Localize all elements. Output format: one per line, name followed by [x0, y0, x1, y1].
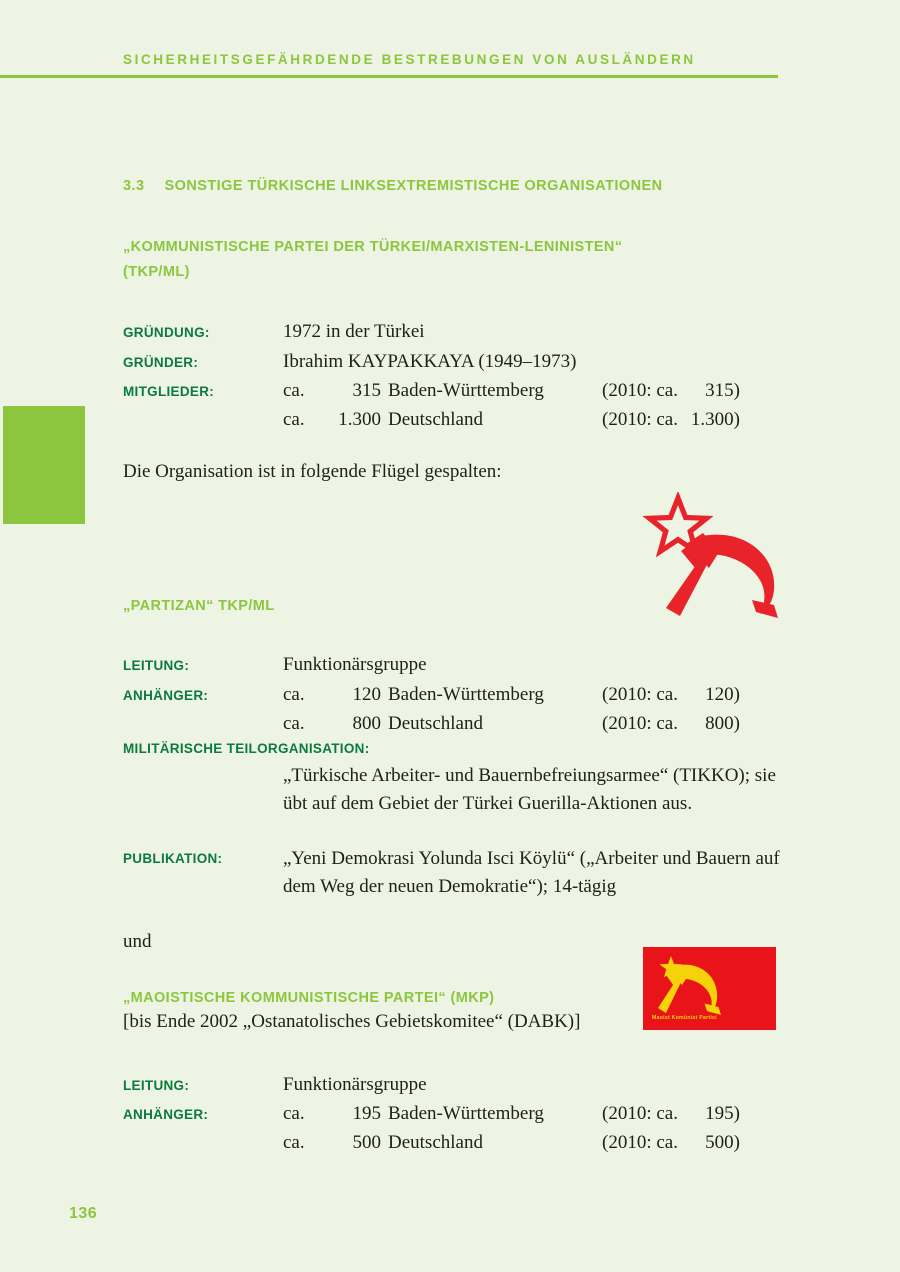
organisation-name-line2: (TKP/ML): [123, 264, 190, 280]
partizan-bw-count: 120: [352, 684, 381, 705]
mkp-bw-prev-open: (2010: ca.: [602, 1103, 678, 1124]
partizan-text-militaerisch: „Türkische Arbeiter- und Bauernbefreiungsarmee“ (TIKKO); sie übt auf dem Gebiet der Türkei Guerilla-Aktionen aus.: [283, 765, 776, 814]
mkp-followers-row-bw: [123, 1103, 740, 1125]
running-head: [0, 52, 778, 78]
fact-row-gruender: [123, 351, 793, 373]
mkp-bw-count: 195: [352, 1103, 381, 1124]
members-bw-prev-open: (2010: ca.: [602, 380, 678, 401]
mkp-de-area: Deutschland: [388, 1132, 483, 1153]
members-row-de: [123, 409, 740, 431]
mkp-bw-area: Baden-Württemberg: [388, 1103, 544, 1124]
partizan-followers-label: ANHÄNGER:: [123, 688, 209, 703]
fact-label-gruender: GRÜNDER:: [123, 355, 199, 370]
mkp-followers-row-de: [123, 1132, 740, 1154]
chapter-tab-marker: [3, 406, 85, 524]
mkp-flag-icon: [643, 947, 776, 1030]
partizan-row-leitung: [123, 654, 793, 676]
section-heading: [123, 178, 663, 194]
mkp-de-prev-open: (2010: ca.: [602, 1132, 678, 1153]
page-number: 136: [69, 1205, 98, 1222]
members-bw-area: Baden-Württemberg: [388, 380, 544, 401]
partizan-bw-prev-open: (2010: ca.: [602, 684, 678, 705]
members-de-ca: ca.: [283, 409, 305, 430]
partizan-text-publikation: „Yeni Demokrasi Yolunda Isci Köylü“ („Arbeiter und Bauern auf dem Weg der neuen Demokratie“); 14-tägig: [283, 848, 780, 897]
partizan-value-leitung: Funktionärsgruppe: [283, 654, 427, 675]
partizan-row-militaerisch: [123, 741, 793, 756]
mkp-de-prev: 500): [705, 1132, 740, 1153]
members-bw-count: 315: [352, 380, 381, 401]
partizan-bw-ca: ca.: [283, 684, 305, 705]
organisation-heading: [123, 235, 622, 285]
members-de-prev-open: (2010: ca.: [602, 409, 678, 430]
partizan-de-prev: 800): [705, 713, 740, 734]
hammer-and-sickle-icon: [640, 492, 788, 622]
partizan-followers-row-de: [123, 713, 740, 735]
members-de-area: Deutschland: [388, 409, 483, 430]
partizan-followers-row-bw: [123, 684, 740, 706]
section-title: SONSTIGE TÜRKISCHE LINKSEXTREMISTISCHE ORGANISATIONEN: [164, 178, 663, 194]
mkp-de-count: 500: [352, 1132, 381, 1153]
mkp-followers-label: ANHÄNGER:: [123, 1107, 209, 1122]
members-bw-prev: 315): [705, 380, 740, 401]
wing-heading-partizan: „PARTIZAN“ TKP/ML: [123, 598, 275, 614]
partizan-label-publikation: PUBLIKATION:: [123, 851, 223, 866]
partizan-de-ca: ca.: [283, 713, 305, 734]
partizan-label-militaerisch: MILITÄRISCHE TEILORGANISATION:: [123, 741, 370, 756]
members-row-bw: [123, 380, 740, 402]
wing-heading-mkp: „MAOISTISCHE KOMMUNISTISCHE PARTEI“ (MKP): [123, 990, 495, 1006]
mkp-label-leitung: LEITUNG:: [123, 1078, 190, 1093]
partizan-label-leitung: LEITUNG:: [123, 658, 190, 673]
mkp-de-ca: ca.: [283, 1132, 305, 1153]
wing-mkp-former-name: [bis Ende 2002 „Ostanatolisches Gebietskomitee“ (DABK)]: [123, 1011, 581, 1032]
partizan-de-prev-open: (2010: ca.: [602, 713, 678, 734]
mkp-flag-caption: Maoist Komünist Partisi: [652, 1015, 717, 1021]
mkp-bw-ca: ca.: [283, 1103, 305, 1124]
partizan-bw-area: Baden-Württemberg: [388, 684, 544, 705]
fact-value-gruendung: 1972 in der Türkei: [283, 321, 425, 342]
members-label: MITGLIEDER:: [123, 384, 215, 399]
members-de-prev: 1.300): [690, 409, 740, 430]
mkp-bw-prev: 195): [705, 1103, 740, 1124]
mkp-row-leitung: [123, 1074, 793, 1096]
mkp-value-leitung: Funktionärsgruppe: [283, 1074, 427, 1095]
fact-value-gruender: Ibrahim KAYPAKKAYA (1949–1973): [283, 351, 577, 372]
partizan-de-count: 800: [352, 713, 381, 734]
split-note: Die Organisation ist in folgende Flügel gespalten:: [123, 461, 502, 482]
conjunction-und: und: [123, 931, 152, 952]
members-de-count: 1.300: [338, 409, 381, 430]
partizan-de-area: Deutschland: [388, 713, 483, 734]
organisation-name-line1: „KOMMUNISTISCHE PARTEI DER TÜRKEI/MARXISTEN-LENINISTEN“: [123, 239, 623, 255]
section-number: 3.3: [123, 178, 145, 194]
members-bw-ca: ca.: [283, 380, 305, 401]
fact-row-gruendung: [123, 321, 793, 343]
fact-label-gruendung: GRÜNDUNG:: [123, 325, 210, 340]
running-head-rule: [0, 75, 778, 78]
running-head-text: SICHERHEITSGEFÄHRDENDE BESTREBUNGEN VON AUSLÄNDERN: [123, 52, 696, 67]
partizan-bw-prev: 120): [705, 684, 740, 705]
